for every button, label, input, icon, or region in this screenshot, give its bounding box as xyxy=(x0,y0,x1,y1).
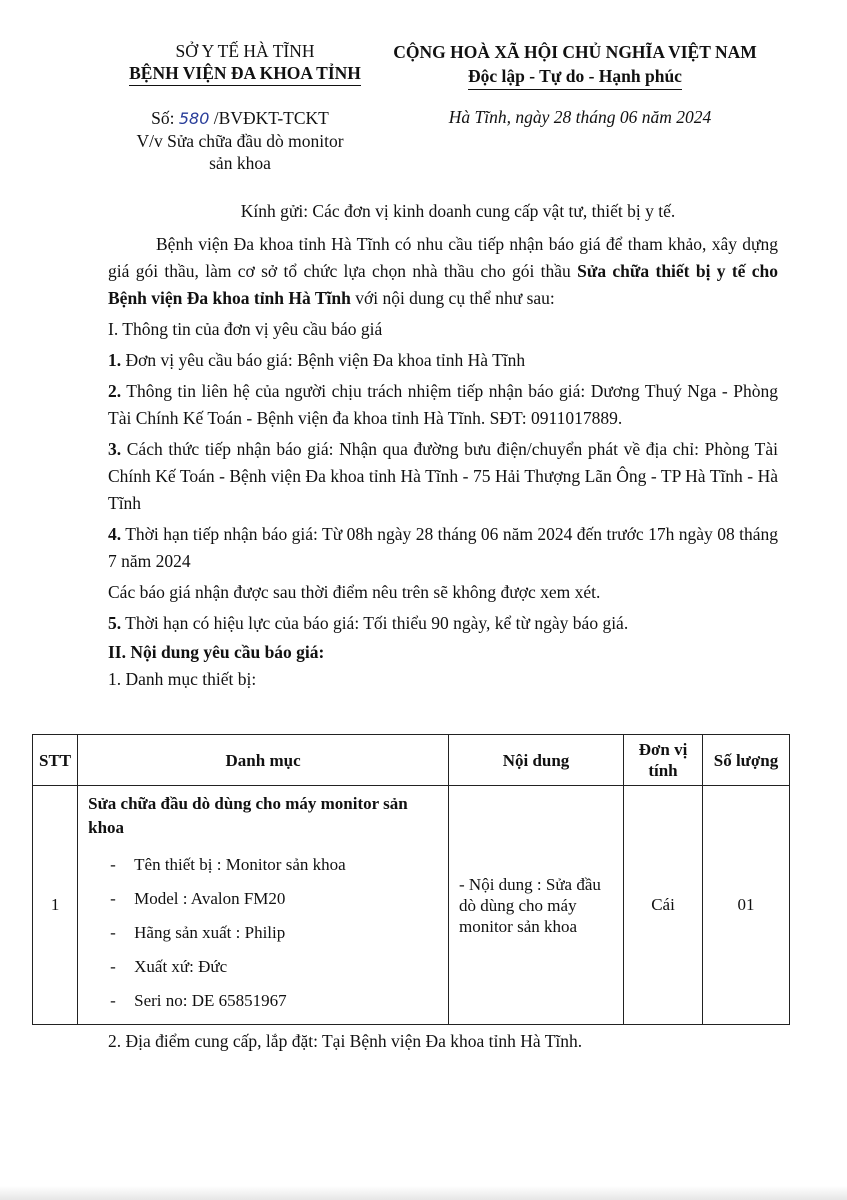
cell-noi-dung: - Nội dung : Sửa đầu dò dùng cho máy monitor sản khoa xyxy=(449,786,624,1025)
reference-prefix: Số: xyxy=(151,108,175,128)
reference-suffix: /BVĐKT-TCKT xyxy=(213,108,329,128)
section-1-title: I. Thông tin của đơn vị yêu cầu báo giá xyxy=(108,319,383,339)
section-1-item-4: 4. Thời hạn tiếp nhận báo giá: Từ 08h ngày 28 tháng 06 năm 2024 đến trước 17h ngày 08 tháng 7 năm 2024 xyxy=(108,524,778,571)
cell-stt: 1 xyxy=(33,786,78,1025)
cell-danh-muc xyxy=(78,786,449,1025)
table-row xyxy=(33,786,790,1025)
cell-so-luong: 01 xyxy=(703,786,790,1025)
delivery-location: 2. Địa điểm cung cấp, lắp đặt: Tại Bệnh viện Đa khoa tỉnh Hà Tĩnh. xyxy=(108,1031,583,1051)
national-motto: Độc lập - Tự do - Hạnh phúc xyxy=(468,64,682,90)
section-1-item-2: 2. Thông tin liên hệ của người chịu trách nhiệm tiếp nhận báo giá: Dương Thuý Nga - Phòng Tài Chính Kế Toán - Bệnh viện đa khoa tỉnh Hà Tĩnh. SĐT: 0911017889. xyxy=(108,381,778,428)
list-item: - Hãng sản xuất : Philip xyxy=(110,923,286,942)
list-item: - Seri no: DE 65851967 xyxy=(110,991,287,1010)
header-stt: STT xyxy=(33,735,78,786)
subject-line-2: sản khoa xyxy=(209,153,271,173)
header-danh-muc: Danh mục xyxy=(78,735,449,786)
document-reference xyxy=(100,107,380,174)
header-so-luong: Số lượng xyxy=(703,735,790,786)
equipment-table xyxy=(32,734,790,1025)
section-2-title: II. Nội dung yêu cầu báo giá: xyxy=(108,642,325,662)
intro-paragraph: Bệnh viện Đa khoa tỉnh Hà Tĩnh có nhu cầu tiếp nhận báo giá để tham khảo, xây dựng giá gói thầu, làm cơ sở tổ chức lựa chọn nhà thầu cho gói thầu Sửa chữa thiết bị y tế cho Bệnh viện Đa khoa tỉnh Hà Tĩnh với nội dung cụ thể như sau: xyxy=(108,234,778,308)
scan-edge xyxy=(0,1186,847,1200)
greeting: Kính gửi: Các đơn vị kinh doanh cung cấp vật tư, thiết bị y tế. xyxy=(240,201,676,221)
table-header-row xyxy=(33,735,790,786)
section-1-item-1: 1. Đơn vị yêu cầu báo giá: Bệnh viện Đa khoa tỉnh Hà Tĩnh xyxy=(108,350,526,370)
issuer-hospital: BỆNH VIỆN ĐA KHOA TỈNH xyxy=(129,62,361,86)
national-title: CỘNG HOÀ XÃ HỘI CHỦ NGHĨA VIỆT NAM xyxy=(393,42,757,62)
document-body xyxy=(108,198,778,693)
list-item: - Model : Avalon FM20 xyxy=(110,889,286,908)
header-noi-dung: Nội dung xyxy=(449,735,624,786)
spec-list xyxy=(88,848,438,1024)
section-1-item-3: 3. Cách thức tiếp nhận báo giá: Nhận qua đường bưu điện/chuyển phát về địa chỉ: Phòng Tài Chính Kế Toán - Bệnh viện Đa khoa tỉnh Hà Tĩnh - 75 Hải Thượng Lãn Ông - TP Hà Tĩnh - Hà Tĩnh xyxy=(108,439,778,513)
reference-number: 580 xyxy=(178,109,210,128)
subject-line-1: V/v Sửa chữa đầu dò monitor xyxy=(136,131,344,151)
item-title: Sửa chữa đầu dò dùng cho máy monitor sản khoa xyxy=(88,794,408,837)
national-header xyxy=(370,40,780,90)
cell-don-vi: Cái xyxy=(624,786,703,1025)
section-2-subtitle: 1. Danh mục thiết bị: xyxy=(108,669,257,689)
list-item: - Tên thiết bị : Monitor sản khoa xyxy=(110,855,346,874)
header-don-vi: Đơn vị tính xyxy=(624,735,703,786)
issuer-department: SỞ Y TẾ HÀ TĨNH xyxy=(175,41,315,61)
list-item: - Xuất xứ: Đức xyxy=(110,957,228,976)
section-1-item-5: 5. Thời hạn có hiệu lực của báo giá: Tối thiểu 90 ngày, kể từ ngày báo giá. xyxy=(108,613,629,633)
document-date: Hà Tĩnh, ngày 28 tháng 06 năm 2024 xyxy=(448,107,712,127)
section-1-note: Các báo giá nhận được sau thời điểm nêu trên sẽ không được xem xét. xyxy=(108,582,601,602)
issuer-header xyxy=(95,40,395,86)
